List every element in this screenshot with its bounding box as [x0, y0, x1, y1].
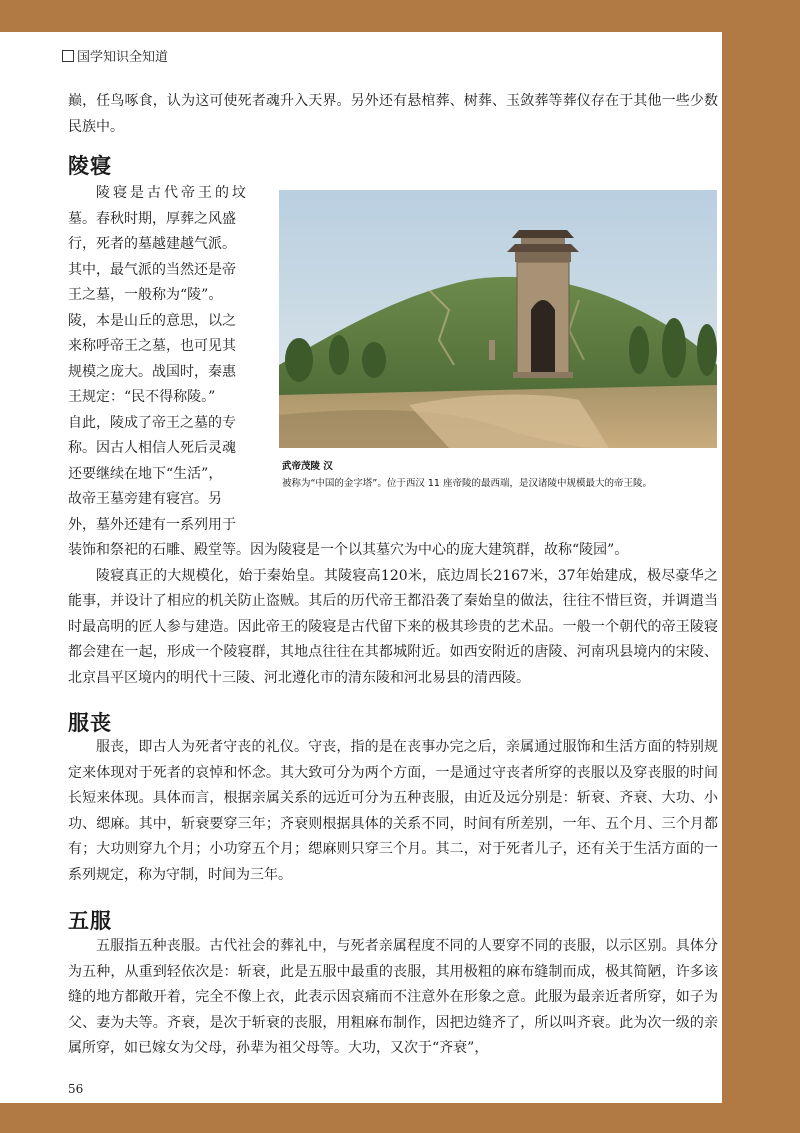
figure-caption [282, 458, 722, 492]
col-line: 故帝王墓旁建有寝宫。另 [68, 491, 222, 507]
intro-paragraph: 巅，任鸟啄食，认为这可使死者魂升入天界。另外还有悬棺葬、树葬、玉敛葬等葬仪存在于其他一些少数民族中。 [68, 93, 718, 135]
book-page [0, 32, 722, 1103]
col-line: 称。因古人相信人死后灵魂 [68, 440, 236, 456]
col-line: 陵，本是山丘的意思，以之 [68, 312, 236, 329]
wufu-paragraph: 五服指五种丧服。古代社会的葬礼中，与死者亲属程度不同的人要穿不同的丧服，以示区别。具体分为五种，从重到轻依次是：斩衰，此是五服中最重的丧服，其用极粗的麻布缝制而成，极其简陋，许多该缝的地方都敞开着，完全不像上衣，此表示因哀痛而不注意外在形象之意。此服为最亲近者所穿，如子为父、妻为夫等。齐衰，是次于斩衰的丧服，用粗麻布制作，因把边缝齐了，所以叫齐衰。此为次一级的亲属所穿，如已嫁女为父母，孙辈为祖父母等。大功，又次于“齐衰”， [68, 938, 718, 1056]
col-line: 还要继续在地下“生活”， [68, 465, 223, 482]
col-line: 来称呼帝王之墓，也可见其 [68, 338, 236, 354]
col-line: 墓。春秋时期，厚葬之风盛 [68, 210, 236, 227]
running-title: 国学知识全知道 [77, 50, 169, 65]
col-line: 行，死者的墓越建越气派。 [68, 236, 236, 252]
col-line: 王之墓，一般称为“陵”。 [68, 287, 223, 303]
section-title-wufu: 五服 [68, 908, 112, 933]
col-line: 陵寝是古代帝王的坟 [96, 185, 249, 201]
col-line: 其中，最气派的当然还是帝 [68, 261, 236, 278]
page-number: 56 [68, 1082, 84, 1096]
caption-title: 武帝茂陵 汉 [282, 461, 333, 472]
section-title-lingqin: 陵寝 [68, 153, 112, 178]
col-line: 规模之庞大。战国时，秦惠 [68, 363, 236, 380]
section-title-fusang: 服丧 [68, 710, 112, 735]
col-line: 自此，陵成了帝王之墓的专 [68, 414, 236, 431]
fusang-paragraph: 服丧，即古人为死者守丧的礼仪。守丧，指的是在丧事办完之后，亲属通过服饰和生活方面的特别规定来体现对于死者的哀悼和怀念。其大致可分为两个方面，一是通过守丧者所穿的丧服以及穿丧服的时间长短来体现。具体而言，根据亲属关系的远近可分为五种丧服，由近及远分别是：斩衰、齐衰、大功、小功、缌麻。其中，斩衰要穿三年；齐衰则根据具体的关系不同，时间有所差别，一年、五个月、三个月都有；大功则穿九个月；小功穿五个月；缌麻则只穿三个月。其二，对于死者儿子，还有关于生活方面的一系列规定，称为守制，时间为三年。 [68, 739, 718, 883]
caption-text: 被称为“中国的金字塔”。位于西汉 11 座帝陵的最西端，是汉诸陵中规模最大的帝王陵。 [282, 478, 652, 489]
maoling-photo [279, 190, 717, 448]
lingqin-continuation [68, 538, 718, 691]
square-icon [62, 50, 74, 62]
continuation-text: 装饰和祭祀的石雕、殿堂等。因为陵寝是一个以其墓穴为中心的庞大建筑群，故称“陵园”。 [68, 542, 629, 558]
lingqin-wrapped-column [68, 181, 268, 538]
col-line: 外，墓外还建有一系列用于 [68, 516, 236, 533]
lingqin-paragraph-2: 陵寝真正的大规模化，始于秦始皇。其陵寝高120米，底边周长2167米，37年始建成，极尽豪华之能事，并设计了相应的机关防止盗贼。其后的历代帝王都沿袭了秦始皇的做法，往往不惜巨资，并调遣当时最高明的匠人参与建造。因此帝王的陵寝是古代留下来的极其珍贵的艺术品。一般一个朝代的帝王陵寝都会建在一起，形成一个陵寝群，其地点往往在其都城附近。如西安附近的唐陵、河南巩县境内的宋陵、北京昌平区境内的明代十三陵、河北遵化市的清东陵和河北易县的清西陵。 [68, 567, 718, 686]
col-line: 王规定：“民不得称陵。” [68, 389, 216, 405]
running-head [62, 46, 168, 65]
